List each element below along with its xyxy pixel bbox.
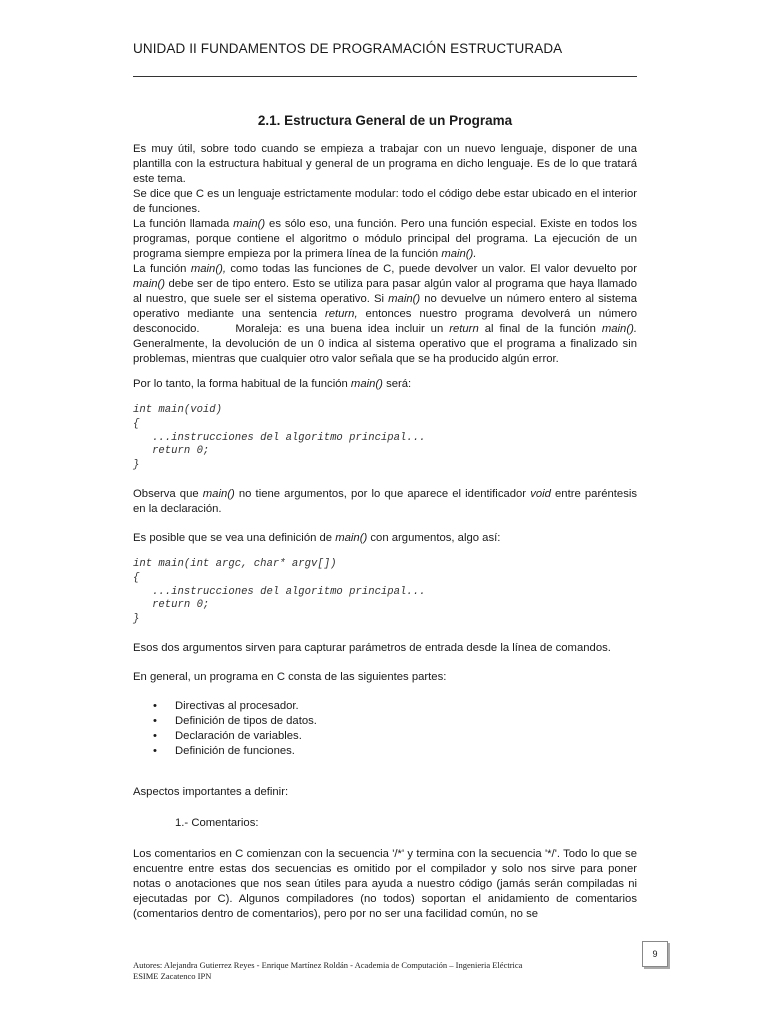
paragraph-program-parts: En general, un programa en C consta de las siguientes partes: (133, 670, 447, 683)
footer-institution: ESIME Zacatenco IPN (133, 971, 212, 981)
code-block-main-args: int main(int argc, char* argv[]) { ...instrucciones del algoritmo principal... return 0; } (133, 557, 426, 626)
page-number: 9 (642, 941, 668, 967)
paragraph-modular: Se dice que C es un lenguaje estrictamente modular: todo el código debe estar ubicado en el interior de funciones. (133, 188, 637, 215)
paragraph-command-line: Esos dos argumentos sirven para capturar parámetros de entrada desde la línea de comandos. (133, 641, 611, 654)
list-item: • Declaración de variables. (153, 729, 302, 742)
list-item: • Directivas al procesador. (153, 699, 299, 712)
paragraph-main-function: La función llamada main() es sólo eso, una función. Pero una función especial. Existe en todos los programas, porque contiene el algoritmo o módulo principal del programa. La ejecución de un programa siempre empieza por la primera línea de la función main(). (133, 218, 637, 260)
section-title: 2.1. Estructura General de un Programa (257, 113, 513, 128)
page-footer (133, 960, 613, 982)
subheading-comments: 1.- Comentarios: (175, 816, 259, 829)
list-item: • Definición de tipos de datos. (153, 714, 317, 727)
bullet-icon: • (153, 729, 157, 742)
program-parts-list (133, 699, 637, 759)
footer-authors: Autores: Alejandra Gutierrez Reyes - Enrique Martínez Roldán - Academia de Computación – Ingenieria Eléctrica (133, 960, 523, 970)
bullet-icon: • (153, 714, 157, 727)
paragraph-comments: Los comentarios en C comienzan con la secuencia '/*' y termina con la secuencia '*/'. Todo lo que se encuentre entre estas dos secuencias es omitido por el compilador y solo nos sirve para poner notas o anotaciones que nos sean útiles para ayuda a nuestro código (jamás serán compiladas ni ejecutadas por C). Algunos compiladores (no todos) soportan el anidamiento de comentarios (comentarios dentro de comentarios), pero por no ser una facilidad común, no se (133, 847, 637, 920)
list-item: • Definición de funciones. (153, 744, 295, 757)
paragraph-important-aspects: Aspectos importantes a definir: (133, 785, 289, 798)
header-divider (133, 76, 637, 77)
bullet-icon: • (153, 744, 157, 757)
document-body (133, 142, 656, 922)
bullet-icon: • (153, 699, 157, 712)
code-block-main-void: int main(void) { ...instrucciones del algoritmo principal... return 0; } (133, 404, 426, 472)
paragraph-usual-form: Por lo tanto, la forma habitual de la función main() será: (133, 378, 412, 390)
paragraph-return-value: La función main(), como todas las funciones de C, puede devolver un valor. El valor devuelto por main() debe ser de tipo entero. Esto se utiliza para pasar algún valor al programa que haya llamado al nuestro, que suele ser el sistema operativo. Si main() no devuelve un número entero al sistema operativo mediante una sentencia return, entonces nuestro programa devolverá un número desconocido. Moraleja: es una buena idea incluir un return al final de la función main(). Generalmente, la devolución de un 0 indica al sistema operativo que el programa a finalizado sin problemas, mientras que cualquier otro valor señala que se ha producido algún error. (133, 263, 656, 365)
paragraph-intro: Es muy útil, sobre todo cuando se empieza a trabajar con un nuevo lenguaje, disponer de una plantilla con la estructura habitual y general de un programa en dicho lenguaje. Es de lo que tratará este tema. (133, 143, 637, 185)
paragraph-with-arguments: Es posible que se vea una definición de main() con argumentos, algo así: (133, 531, 501, 544)
paragraph-no-arguments: Observa que main() no tiene argumentos, por lo que aparece el identificador void entre paréntesis en la declaración. (133, 487, 638, 515)
unit-header: UNIDAD II FUNDAMENTOS DE PROGRAMACIÓN ESTRUCTURADA (133, 41, 563, 56)
